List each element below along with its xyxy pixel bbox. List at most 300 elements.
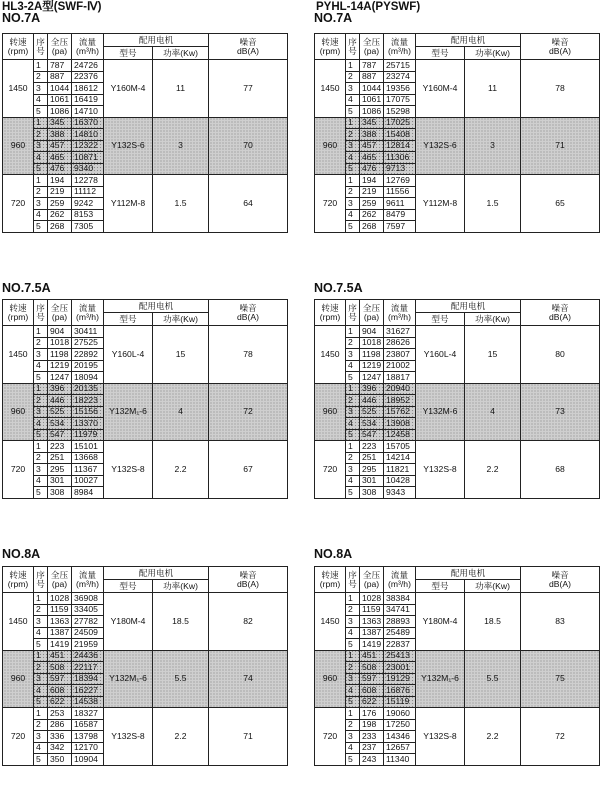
fan-performance-table [314, 566, 600, 766]
speed-header-text: (rpm) [319, 578, 341, 589]
flow-cell: 34741 [384, 604, 416, 616]
noise-header-text: 噪音 [551, 569, 569, 580]
motor-power-cell: 18.5 [465, 593, 521, 651]
speed-header-text: 转速 [9, 36, 27, 47]
motor-power-header [465, 47, 521, 60]
motor-power-header-text: 功率(Kw) [475, 313, 510, 324]
pressure-cell: 476 [360, 163, 384, 175]
flow-header [72, 567, 104, 593]
seq-cell: 4 [346, 209, 360, 221]
motor-model-cell: Y132S-8 [416, 441, 465, 499]
pressure-cell: 176 [360, 708, 384, 720]
motor-model-header-text: 型号 [119, 47, 137, 58]
flow-cell: 11367 [72, 464, 104, 476]
flow-cell: 19356 [384, 83, 416, 95]
flow-header-text: (m³/h) [388, 311, 411, 322]
flow-cell: 23807 [384, 349, 416, 361]
pressure-header-text: 全压 [362, 569, 381, 580]
flow-cell: 12814 [384, 140, 416, 152]
seq-header-text: 号 [348, 45, 357, 56]
noise-cell: 72 [521, 708, 600, 766]
motor-power-cell: 1.5 [465, 175, 521, 233]
motor-power-cell: 4 [465, 383, 521, 441]
pressure-cell: 887 [360, 71, 384, 83]
seq-cell: 3 [346, 464, 360, 476]
pressure-header [48, 34, 72, 60]
pressure-cell: 534 [48, 418, 72, 430]
pressure-cell: 336 [48, 731, 72, 743]
seq-cell: 2 [346, 395, 360, 407]
seq-cell: 3 [346, 198, 360, 210]
pressure-cell: 457 [48, 140, 72, 152]
pressure-cell: 345 [360, 117, 384, 129]
pressure-header [360, 34, 384, 60]
flow-cell: 11979 [72, 429, 104, 441]
table-row [315, 708, 600, 720]
pressure-cell: 286 [48, 719, 72, 731]
pressure-cell: 508 [48, 662, 72, 674]
flow-cell: 22892 [72, 349, 104, 361]
flow-cell: 11340 [384, 754, 416, 766]
seq-cell: 3 [34, 464, 48, 476]
section-title: NO.7A [2, 11, 41, 25]
table-row [315, 117, 600, 129]
pressure-cell: 1419 [48, 639, 72, 651]
noise-cell: 65 [521, 175, 600, 233]
pressure-cell: 262 [360, 209, 384, 221]
motor-header [416, 567, 521, 580]
pressure-cell: 396 [48, 383, 72, 395]
motor-header [416, 300, 521, 313]
flow-header-text: (m³/h) [76, 311, 99, 322]
pressure-cell: 787 [48, 60, 72, 72]
speed-cell: 960 [315, 117, 346, 175]
noise-header-text: 噪音 [239, 302, 257, 313]
flow-header [384, 300, 416, 326]
table-row [3, 383, 288, 395]
noise-header [209, 34, 288, 60]
flow-cell: 19129 [384, 673, 416, 685]
motor-header [104, 567, 209, 580]
seq-cell: 1 [34, 326, 48, 338]
motor-power-cell: 2.2 [465, 708, 521, 766]
pressure-cell: 233 [360, 731, 384, 743]
seq-header [34, 567, 48, 593]
speed-cell: 1450 [315, 60, 346, 118]
seq-cell: 3 [346, 616, 360, 628]
seq-cell: 4 [34, 94, 48, 106]
pressure-cell: 465 [48, 152, 72, 164]
pressure-cell: 547 [48, 429, 72, 441]
flow-cell: 14710 [72, 106, 104, 118]
noise-cell: 72 [209, 383, 288, 441]
motor-model-cell: Y180M-4 [416, 593, 465, 651]
pressure-cell: 608 [360, 685, 384, 697]
flow-cell: 18394 [72, 673, 104, 685]
noise-cell: 71 [209, 708, 288, 766]
seq-cell: 4 [346, 685, 360, 697]
seq-cell: 4 [34, 475, 48, 487]
pressure-header [360, 567, 384, 593]
noise-header-text: dB(A) [549, 578, 571, 589]
seq-cell: 4 [34, 209, 48, 221]
speed-cell: 720 [315, 441, 346, 499]
seq-header [346, 34, 360, 60]
flow-cell: 18327 [72, 708, 104, 720]
pressure-cell: 1363 [360, 616, 384, 628]
pressure-cell: 887 [48, 71, 72, 83]
noise-header-text: dB(A) [237, 311, 259, 322]
speed-cell: 720 [3, 708, 34, 766]
motor-power-cell: 2.2 [465, 441, 521, 499]
pressure-cell: 465 [360, 152, 384, 164]
motor-model-cell: Y180M-4 [104, 593, 153, 651]
flow-cell: 16419 [72, 94, 104, 106]
seq-cell: 3 [346, 406, 360, 418]
pressure-cell: 1061 [48, 94, 72, 106]
speed-header [3, 567, 34, 593]
seq-cell: 1 [346, 650, 360, 662]
pressure-header-text: (pa) [363, 45, 380, 56]
table-row [3, 708, 288, 720]
motor-model-header [416, 313, 465, 326]
speed-cell: 720 [3, 441, 34, 499]
noise-header-text: 噪音 [551, 36, 569, 47]
motor-header-text: 配用电机 [138, 567, 174, 578]
seq-cell: 5 [34, 372, 48, 384]
noise-header [521, 34, 600, 60]
table-row [3, 441, 288, 453]
flow-cell: 12322 [72, 140, 104, 152]
pressure-cell: 308 [48, 487, 72, 499]
flow-cell: 12278 [72, 175, 104, 187]
speed-header-text: (rpm) [319, 311, 341, 322]
seq-header-text: 号 [36, 578, 45, 589]
pressure-cell: 1159 [360, 604, 384, 616]
flow-header-text: 流量 [390, 569, 409, 580]
motor-model-cell: Y132M₁-6 [416, 650, 465, 708]
noise-cell: 78 [521, 60, 600, 118]
seq-cell: 4 [34, 742, 48, 754]
motor-model-header [104, 47, 153, 60]
pressure-cell: 388 [360, 129, 384, 141]
pressure-cell: 1044 [48, 83, 72, 95]
flow-cell: 21959 [72, 639, 104, 651]
table-row [315, 175, 600, 187]
flow-cell: 18817 [384, 372, 416, 384]
flow-cell: 20135 [72, 383, 104, 395]
pressure-cell: 308 [360, 487, 384, 499]
speed-cell: 1450 [315, 593, 346, 651]
pressure-cell: 251 [360, 452, 384, 464]
flow-cell: 7305 [72, 221, 104, 233]
noise-header-text: 噪音 [551, 302, 569, 313]
table-row [315, 60, 600, 72]
seq-cell: 4 [346, 94, 360, 106]
pressure-cell: 1044 [360, 83, 384, 95]
pressure-header-text: (pa) [51, 45, 68, 56]
pressure-cell: 597 [48, 673, 72, 685]
pressure-cell: 1247 [360, 372, 384, 384]
flow-cell: 18223 [72, 395, 104, 407]
seq-header-text: 号 [348, 578, 357, 589]
seq-cell: 4 [346, 627, 360, 639]
seq-cell: 1 [34, 60, 48, 72]
seq-header-text: 序 [36, 569, 45, 580]
flow-cell: 13798 [72, 731, 104, 743]
seq-cell: 1 [34, 175, 48, 187]
seq-cell: 5 [346, 639, 360, 651]
noise-cell: 78 [209, 326, 288, 384]
flow-cell: 22117 [72, 662, 104, 674]
flow-cell: 15705 [384, 441, 416, 453]
pressure-header-text: 全压 [362, 302, 381, 313]
pressure-cell: 476 [48, 163, 72, 175]
flow-header [384, 34, 416, 60]
speed-header-text: (rpm) [319, 45, 341, 56]
motor-model-cell: Y112M-8 [416, 175, 465, 233]
motor-power-cell: 2.2 [153, 441, 209, 499]
speed-cell: 960 [315, 650, 346, 708]
pressure-header-text: 全压 [50, 302, 69, 313]
pressure-cell: 622 [48, 696, 72, 708]
speed-header [315, 567, 346, 593]
motor-model-header-text: 型号 [119, 313, 137, 324]
motor-power-header [153, 313, 209, 326]
motor-power-cell: 3 [465, 117, 521, 175]
pressure-cell: 295 [48, 464, 72, 476]
flow-cell: 38384 [384, 593, 416, 605]
flow-header [72, 34, 104, 60]
seq-cell: 1 [346, 326, 360, 338]
motor-power-header [465, 313, 521, 326]
seq-cell: 4 [34, 685, 48, 697]
flow-cell: 18612 [72, 83, 104, 95]
pressure-header-text: 全压 [50, 36, 69, 47]
fan-performance-table [2, 299, 288, 499]
flow-cell: 10871 [72, 152, 104, 164]
seq-cell: 4 [346, 418, 360, 430]
seq-cell: 3 [34, 198, 48, 210]
motor-power-header-text: 功率(Kw) [163, 580, 198, 591]
seq-cell: 3 [34, 349, 48, 361]
seq-cell: 3 [34, 673, 48, 685]
motor-power-cell: 5.5 [153, 650, 209, 708]
flow-header-text: 流量 [390, 302, 409, 313]
flow-header-text: (m³/h) [76, 45, 99, 56]
motor-model-header-text: 型号 [431, 580, 449, 591]
speed-cell: 960 [315, 383, 346, 441]
seq-cell: 3 [346, 731, 360, 743]
pressure-cell: 350 [48, 754, 72, 766]
flow-cell: 12769 [384, 175, 416, 187]
right-model-heading: PYHL-14A(PYSWF) [316, 1, 421, 13]
seq-header-text: 序 [348, 302, 357, 313]
speed-cell: 720 [315, 175, 346, 233]
pressure-cell: 259 [360, 198, 384, 210]
seq-cell: 3 [34, 140, 48, 152]
header-row [315, 567, 600, 580]
pressure-cell: 194 [48, 175, 72, 187]
seq-cell: 2 [346, 719, 360, 731]
flow-cell: 18952 [384, 395, 416, 407]
flow-header-text: (m³/h) [76, 578, 99, 589]
noise-cell: 82 [209, 593, 288, 651]
pressure-cell: 259 [48, 198, 72, 210]
section-title: NO.7.5A [2, 281, 51, 295]
noise-cell: 74 [209, 650, 288, 708]
seq-cell: 1 [346, 708, 360, 720]
noise-cell: 71 [521, 117, 600, 175]
speed-header-text: 转速 [321, 569, 339, 580]
table-row [3, 326, 288, 338]
motor-power-header-text: 功率(Kw) [475, 47, 510, 58]
pressure-cell: 446 [360, 395, 384, 407]
seq-cell: 3 [34, 406, 48, 418]
speed-cell: 1450 [3, 326, 34, 384]
flow-cell: 20940 [384, 383, 416, 395]
flow-header [72, 300, 104, 326]
seq-cell: 5 [34, 754, 48, 766]
motor-model-cell: Y132M₁-6 [104, 383, 153, 441]
flow-cell: 33405 [72, 604, 104, 616]
pressure-cell: 534 [360, 418, 384, 430]
flow-cell: 16370 [72, 117, 104, 129]
pressure-cell: 1219 [48, 360, 72, 372]
pressure-cell: 597 [360, 673, 384, 685]
noise-cell: 75 [521, 650, 600, 708]
seq-cell: 4 [346, 360, 360, 372]
section-title: NO.7A [314, 11, 353, 25]
speed-header-text: (rpm) [7, 311, 29, 322]
flow-cell: 19060 [384, 708, 416, 720]
noise-header-text: 噪音 [239, 569, 257, 580]
motor-power-header [465, 580, 521, 593]
pressure-cell: 622 [360, 696, 384, 708]
flow-cell: 11556 [384, 186, 416, 198]
motor-power-header-text: 功率(Kw) [163, 313, 198, 324]
table-row [3, 60, 288, 72]
seq-cell: 1 [346, 117, 360, 129]
flow-header-text: 流量 [78, 302, 97, 313]
table-row [3, 117, 288, 129]
seq-header [346, 300, 360, 326]
flow-cell: 17075 [384, 94, 416, 106]
seq-header-text: 序 [36, 36, 45, 47]
pressure-header [360, 300, 384, 326]
flow-cell: 25413 [384, 650, 416, 662]
seq-cell: 2 [346, 452, 360, 464]
flow-header-text: (m³/h) [388, 578, 411, 589]
flow-cell: 14214 [384, 452, 416, 464]
pressure-cell: 198 [360, 719, 384, 731]
speed-header-text: 转速 [9, 569, 27, 580]
header-row [3, 300, 288, 313]
flow-cell: 10428 [384, 475, 416, 487]
noise-header-text: 噪音 [239, 36, 257, 47]
seq-cell: 1 [346, 60, 360, 72]
left-model-heading: HL3-2A型(SWF-Ⅳ) [2, 1, 102, 13]
flow-cell: 8479 [384, 209, 416, 221]
flow-cell: 9713 [384, 163, 416, 175]
flow-cell: 14538 [72, 696, 104, 708]
flow-cell: 14810 [72, 129, 104, 141]
motor-model-cell: Y132M₁-6 [104, 650, 153, 708]
flow-cell: 13668 [72, 452, 104, 464]
pressure-cell: 1028 [360, 593, 384, 605]
pressure-cell: 388 [48, 129, 72, 141]
flow-cell: 8153 [72, 209, 104, 221]
seq-cell: 2 [34, 719, 48, 731]
fan-performance-table [2, 566, 288, 766]
seq-cell: 2 [34, 186, 48, 198]
flow-cell: 18094 [72, 372, 104, 384]
seq-cell: 5 [346, 372, 360, 384]
pressure-cell: 508 [360, 662, 384, 674]
section-title: NO.7.5A [314, 281, 363, 295]
seq-cell: 1 [34, 441, 48, 453]
flow-cell: 9242 [72, 198, 104, 210]
seq-cell: 1 [346, 593, 360, 605]
header-row [3, 567, 288, 580]
seq-cell: 1 [34, 117, 48, 129]
speed-header [315, 300, 346, 326]
pressure-cell: 1086 [360, 106, 384, 118]
motor-power-cell: 5.5 [465, 650, 521, 708]
motor-power-cell: 1.5 [153, 175, 209, 233]
flow-cell: 16227 [72, 685, 104, 697]
flow-cell: 27525 [72, 337, 104, 349]
fan-performance-table [314, 299, 600, 499]
pressure-cell: 1159 [48, 604, 72, 616]
seq-header [34, 300, 48, 326]
speed-cell: 1450 [3, 60, 34, 118]
flow-cell: 30411 [72, 326, 104, 338]
noise-header-text: dB(A) [237, 578, 259, 589]
seq-header-text: 号 [348, 311, 357, 322]
motor-header [416, 34, 521, 47]
seq-header-text: 序 [36, 302, 45, 313]
pressure-cell: 547 [360, 429, 384, 441]
motor-power-cell: 3 [153, 117, 209, 175]
speed-header-text: 转速 [9, 302, 27, 313]
motor-model-header-text: 型号 [431, 313, 449, 324]
speed-cell: 960 [3, 650, 34, 708]
flow-cell: 11821 [384, 464, 416, 476]
seq-cell: 2 [346, 337, 360, 349]
motor-model-cell: Y132S-8 [104, 441, 153, 499]
pressure-cell: 396 [360, 383, 384, 395]
seq-cell: 4 [34, 360, 48, 372]
motor-model-cell: Y132S-6 [104, 117, 153, 175]
motor-model-cell: Y160L-4 [416, 326, 465, 384]
table-row [315, 326, 600, 338]
seq-cell: 5 [346, 106, 360, 118]
motor-power-cell: 18.5 [153, 593, 209, 651]
header-row [315, 34, 600, 47]
flow-cell: 13908 [384, 418, 416, 430]
motor-power-cell: 11 [153, 60, 209, 118]
pressure-cell: 251 [48, 452, 72, 464]
pressure-header-text: 全压 [362, 36, 381, 47]
noise-cell: 70 [209, 117, 288, 175]
flow-cell: 15156 [72, 406, 104, 418]
noise-header [521, 300, 600, 326]
table-row [3, 593, 288, 605]
speed-header-text: 转速 [321, 36, 339, 47]
seq-cell: 2 [346, 604, 360, 616]
seq-cell: 5 [34, 639, 48, 651]
